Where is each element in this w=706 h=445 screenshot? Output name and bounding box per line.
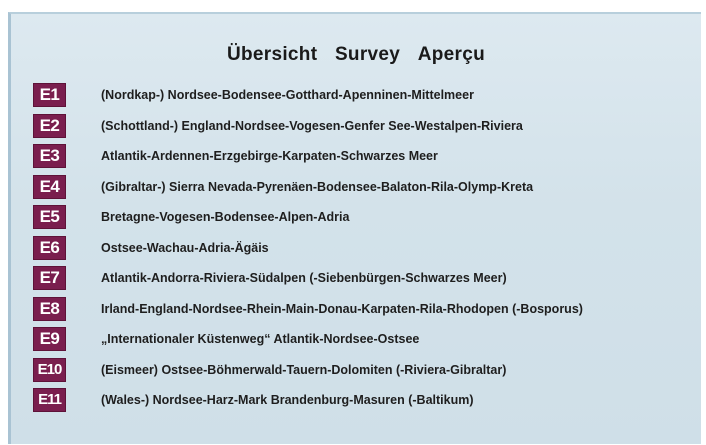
- route-item-e2: [33, 111, 693, 142]
- route-badge: E1: [33, 83, 66, 107]
- route-badge: E4: [33, 175, 66, 199]
- route-label: (Eismeer) Ostsee-Böhmerwald-Tauern-Dolomiten (-Riviera-Gibraltar): [101, 362, 507, 377]
- route-badge: E9: [33, 327, 66, 351]
- route-badge: E8: [33, 297, 66, 321]
- route-label: (Schottland-) England-Nordsee-Vogesen-Genfer See-Westalpen-Riviera: [101, 118, 523, 133]
- title-french: Aperçu: [417, 44, 485, 65]
- route-item-e4: [33, 172, 693, 203]
- route-badge: E6: [33, 236, 66, 260]
- title-german: Übersicht: [227, 44, 318, 65]
- route-label: Atlantik-Ardennen-Erzgebirge-Karpaten-Schwarzes Meer: [101, 149, 438, 164]
- route-item-e3: [33, 141, 693, 172]
- route-item-e11: [33, 385, 693, 416]
- route-item-e7: [33, 263, 693, 294]
- route-item-e9: [33, 324, 693, 355]
- route-label: (Nordkap-) Nordsee-Bodensee-Gotthard-Apenninen-Mittelmeer: [101, 88, 474, 103]
- route-label: Bretagne-Vogesen-Bodensee-Alpen-Adria: [101, 210, 350, 225]
- route-label: Atlantik-Andorra-Riviera-Südalpen (-Siebenbürgen-Schwarzes Meer): [101, 271, 507, 286]
- route-item-e1: [33, 80, 693, 111]
- route-label: „Internationaler Küstenweg“ Atlantik-Nordsee-Ostsee: [101, 332, 420, 347]
- route-list: [33, 80, 693, 416]
- route-badge: E2: [33, 114, 66, 138]
- route-badge: E5: [33, 205, 66, 229]
- route-label: (Wales-) Nordsee-Harz-Mark Brandenburg-Masuren (-Baltikum): [101, 393, 474, 408]
- route-label: Ostsee-Wachau-Adria-Ägäis: [101, 240, 269, 255]
- route-badge: E3: [33, 144, 66, 168]
- overview-panel: [8, 12, 701, 444]
- title-english: Survey: [334, 44, 401, 65]
- route-badge: E10: [33, 358, 66, 382]
- route-badge: E7: [33, 266, 66, 290]
- route-item-e5: [33, 202, 693, 233]
- route-label: (Gibraltar-) Sierra Nevada-Pyrenäen-Bodensee-Balaton-Rila-Olymp-Kreta: [101, 179, 534, 194]
- route-item-e10: [33, 355, 693, 386]
- route-badge: E11: [33, 388, 66, 412]
- route-item-e6: [33, 233, 693, 264]
- page-title: [11, 44, 701, 66]
- route-item-e8: [33, 294, 693, 325]
- route-label: Irland-England-Nordsee-Rhein-Main-Donau-Karpaten-Rila-Rhodopen (-Bosporus): [101, 301, 583, 316]
